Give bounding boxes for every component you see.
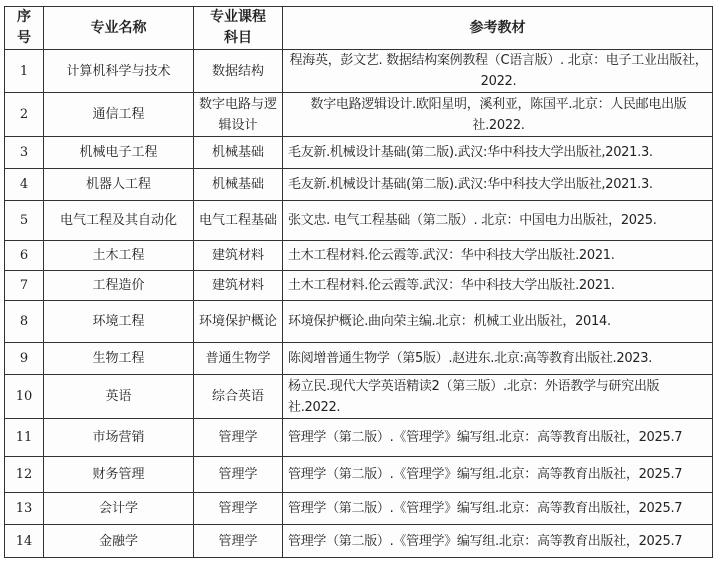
row-index: 10 (5, 375, 44, 419)
table-row (5, 137, 713, 169)
row-course: 管理学 (194, 493, 283, 525)
row-course: 综合英语 (194, 375, 283, 419)
row-textbook: 程海英，彭文艺. 数据结构案例教程（C语言版）. 北京：电子工业出版社，2022. (283, 50, 713, 93)
row-index: 12 (5, 457, 44, 493)
row-course: 管理学 (194, 525, 283, 558)
row-index: 8 (5, 301, 44, 343)
row-index: 4 (5, 169, 44, 201)
row-index: 7 (5, 271, 44, 301)
row-textbook: 陈阅增普通生物学（第5版）.赵进东.北京:高等教育出版社.2023. (283, 343, 713, 375)
row-textbook: 张文忠. 电气工程基础（第二版）. 北京：中国电力出版社，2025. (283, 201, 713, 241)
header-index: 序 号 (5, 7, 44, 50)
row-major: 工程造价 (44, 271, 194, 301)
table-row (5, 169, 713, 201)
row-index: 5 (5, 201, 44, 241)
row-major: 英语 (44, 375, 194, 419)
row-major: 环境工程 (44, 301, 194, 343)
table-row (5, 201, 713, 241)
row-index: 3 (5, 137, 44, 169)
table-row (5, 375, 713, 419)
row-index: 1 (5, 50, 44, 93)
row-textbook: 管理学（第二版）.《管理学》编写组.北京：高等教育出版社，2025.7 (283, 457, 713, 493)
row-textbook: 管理学（第二版）.《管理学》编写组.北京：高等教育出版社，2025.7 (283, 419, 713, 457)
table-row (5, 301, 713, 343)
table-row (5, 93, 713, 137)
row-major: 市场营销 (44, 419, 194, 457)
row-course: 电气工程基础 (194, 201, 283, 241)
row-course: 机械基础 (194, 137, 283, 169)
table-row (5, 419, 713, 457)
row-course: 建筑材料 (194, 241, 283, 271)
row-textbook: 管理学（第二版）.《管理学》编写组.北京：高等教育出版社，2025.7 (283, 493, 713, 525)
row-textbook: 管理学（第二版）.《管理学》编写组.北京：高等教育出版社，2025.7 (283, 525, 713, 558)
row-major: 土木工程 (44, 241, 194, 271)
row-course: 普通生物学 (194, 343, 283, 375)
row-textbook: 土木工程材料.伦云霞等.武汉：华中科技大学出版社.2021. (283, 271, 713, 301)
row-textbook: 土木工程材料.伦云霞等.武汉：华中科技大学出版社.2021. (283, 241, 713, 271)
header-course: 专业课程 科目 (194, 7, 283, 50)
textbook-reference-table (4, 6, 713, 558)
row-textbook: 数字电路逻辑设计.欧阳星明，溪利亚，陈国平.北京：人民邮电出版社.2022. (283, 93, 713, 137)
row-course: 数据结构 (194, 50, 283, 93)
table-row (5, 241, 713, 271)
table-row (5, 493, 713, 525)
row-major: 会计学 (44, 493, 194, 525)
row-index: 9 (5, 343, 44, 375)
row-index: 2 (5, 93, 44, 137)
table-row (5, 271, 713, 301)
row-textbook: 环境保护概论.曲向荣主编.北京：机械工业出版社，2014. (283, 301, 713, 343)
row-index: 13 (5, 493, 44, 525)
row-textbook: 毛友新.机械设计基础(第二版).武汉:华中科技大学出版社,2021.3. (283, 137, 713, 169)
row-course: 管理学 (194, 457, 283, 493)
row-course: 数字电路与逻辑设计 (194, 93, 283, 137)
table-row (5, 50, 713, 93)
row-index: 14 (5, 525, 44, 558)
row-major: 计算机科学与技术 (44, 50, 194, 93)
table-row (5, 343, 713, 375)
row-major: 电气工程及其自动化 (44, 201, 194, 241)
row-course: 机械基础 (194, 169, 283, 201)
row-course: 建筑材料 (194, 271, 283, 301)
row-course: 环境保护概论 (194, 301, 283, 343)
table-row (5, 525, 713, 558)
header-major: 专业名称 (44, 7, 194, 50)
row-index: 6 (5, 241, 44, 271)
row-major: 生物工程 (44, 343, 194, 375)
row-major: 金融学 (44, 525, 194, 558)
row-textbook: 杨立民.现代大学英语精读2（第三版）.北京：外语教学与研究出版社.2022. (283, 375, 713, 419)
row-major: 机器人工程 (44, 169, 194, 201)
header-row (5, 7, 713, 50)
row-index: 11 (5, 419, 44, 457)
row-major: 财务管理 (44, 457, 194, 493)
row-course: 管理学 (194, 419, 283, 457)
row-major: 机械电子工程 (44, 137, 194, 169)
row-major: 通信工程 (44, 93, 194, 137)
header-textbook: 参考教材 (283, 7, 713, 50)
table-row (5, 457, 713, 493)
row-textbook: 毛友新.机械设计基础(第二版).武汉:华中科技大学出版社,2021.3. (283, 169, 713, 201)
